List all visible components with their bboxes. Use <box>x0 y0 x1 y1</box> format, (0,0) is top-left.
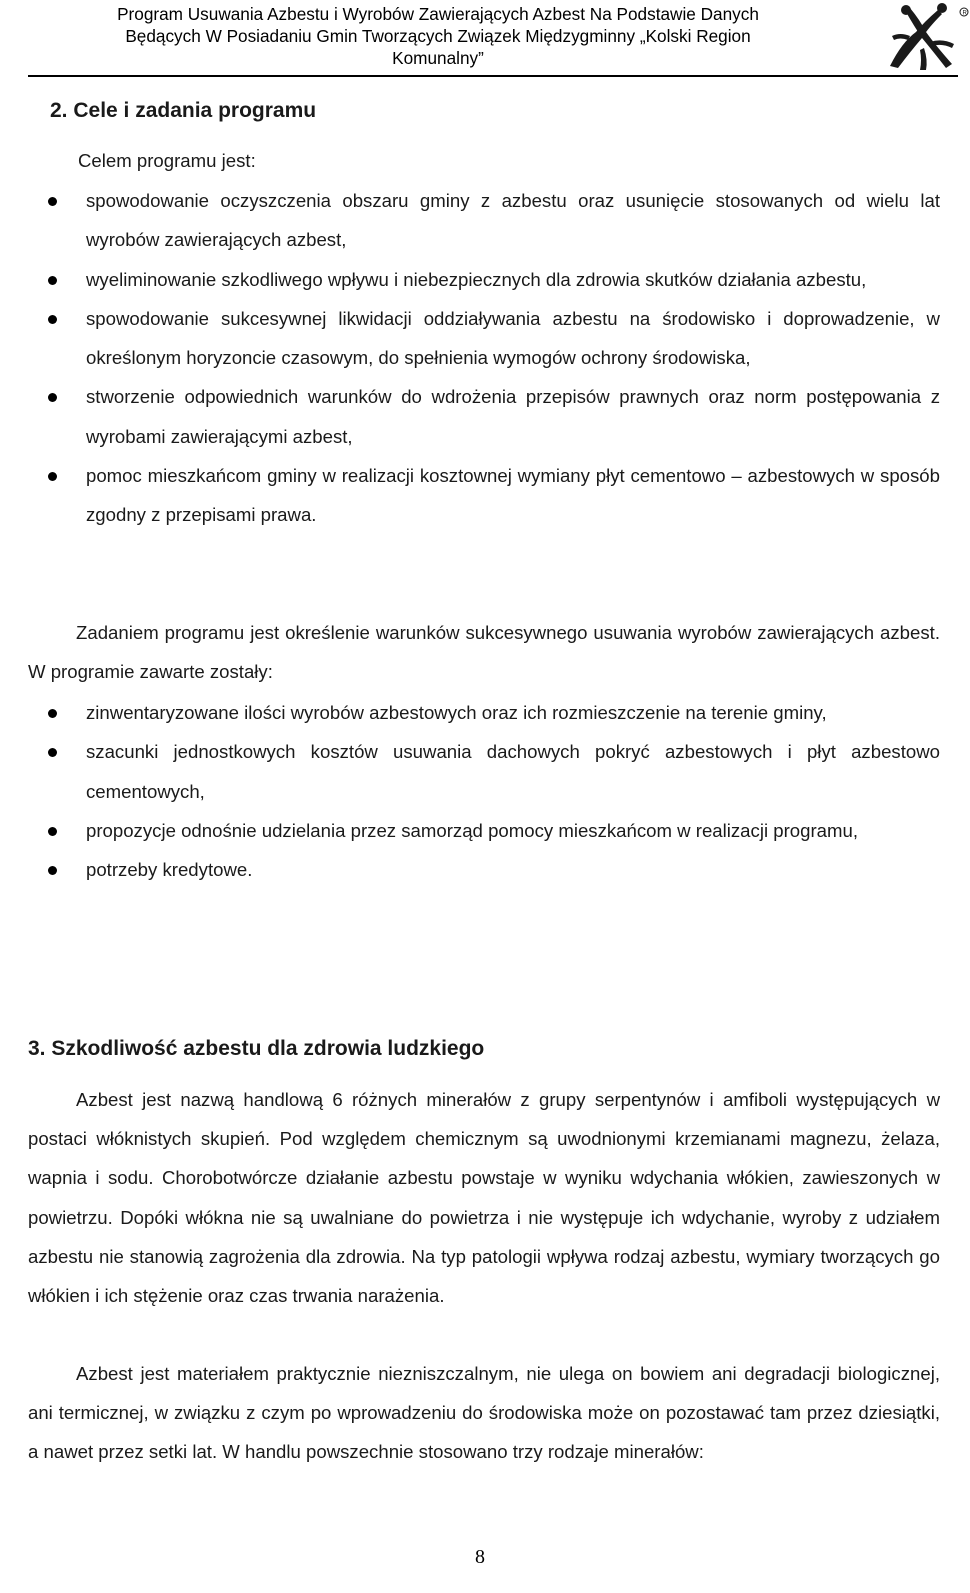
task-paragraph <box>28 613 940 691</box>
goals-intro: Celem programu jest: <box>78 150 256 171</box>
section-3-paragraph-2 <box>28 1354 940 1472</box>
bullet-icon <box>48 709 57 718</box>
list-item <box>0 850 960 889</box>
section-3-heading: 3. Szkodliwość azbestu dla zdrowia ludzkiego <box>28 1037 485 1060</box>
list-item <box>0 693 960 732</box>
bullet-icon <box>48 866 57 875</box>
list-item <box>0 260 960 299</box>
goal-text: spowodowanie sukcesywnej likwidacji oddziaływania azbestu na środowisko i doprowadzenie, w określonym horyzoncie czasowym, do spełnienia wymogów ochrony środowiska, <box>86 307 940 369</box>
goal-text: pomoc mieszkańcom gminy w realizacji kosztownej wymiany płyt cementowo – azbestowych w sposób zgodny z przepisami prawa. <box>86 465 940 526</box>
list-item <box>0 181 960 260</box>
content-text: zinwentaryzowane ilości wyrobów azbestowych oraz ich rozmieszczenie na terenie gminy, <box>86 702 827 723</box>
program-contents-list <box>0 693 960 889</box>
header-line-3: Komunalny” <box>392 48 484 68</box>
content-text: szacunki jednostkowych kosztów usuwania dachowych pokryć azbestowych i płyt azbestowo cementowych, <box>86 741 940 802</box>
page-number: 8 <box>475 1546 485 1568</box>
crossed-figures-logo-icon <box>880 2 970 72</box>
goals-list <box>0 181 960 535</box>
section-2-heading: 2. Cele i zadania programu <box>50 99 317 122</box>
goal-text: wyeliminowanie szkodliwego wpływu i niebezpiecznych dla zdrowia skutków działania azbestu, <box>86 268 867 290</box>
header-title <box>28 3 848 69</box>
header-divider <box>28 75 958 77</box>
bullet-icon <box>48 748 57 757</box>
page-header <box>28 0 967 78</box>
goal-text: spowodowanie oczyszczenia obszaru gminy z azbestu oraz usunięcie stosowanych od wielu lat wyrobów zawierających azbest, <box>86 190 940 251</box>
header-line-2: Będących W Posiadaniu Gmin Tworzących Związek Międzygminny „Kolski Region <box>125 26 751 46</box>
section-3-paragraph-1 <box>28 1080 940 1315</box>
paragraph-2-text: Azbest jest materiałem praktycznie niezniszczalnym, nie ulega on bowiem ani degradacji biologicznej, ani termicznej, w związku z czym po wprowadzeniu do środowiska może on pozostawać tam przez dziesiątki, a nawet przez setki lat. W handlu powszechnie stosowano trzy rodzaje minerałów: <box>28 1363 940 1463</box>
bullet-icon <box>48 276 57 285</box>
content-text: propozycje odnośnie udzielania przez samorząd pomocy mieszkańcom w realizacji programu, <box>86 819 858 841</box>
list-item <box>0 811 960 850</box>
goal-text: stworzenie odpowiednich warunków do wdrożenia przepisów prawnych oraz norm postępowania z wyrobami zawierającymi azbest, <box>86 386 940 447</box>
content-text: potrzeby kredytowe. <box>86 859 253 881</box>
bullet-icon <box>48 197 57 206</box>
bullet-icon <box>48 472 57 481</box>
header-line-1: Program Usuwania Azbestu i Wyrobów Zawierających Azbest Na Podstawie Danych <box>117 4 759 24</box>
list-item <box>0 456 960 535</box>
bullet-icon <box>48 393 57 402</box>
paragraph-1-text: Azbest jest nazwą handlową 6 różnych minerałów z grupy serpentynów i amfiboli występujących w postaci włóknistych skupień. Pod względem chemicznym są uwodnionymi krzemianami magnezu, żelaza, wapnia i sodu. Chorobotwórcze działanie azbestu powstaje w wyniku wdychania włókien, zawieszonych w powietrzu. Dopóki włókna nie są uwalniane do powietrza i nie występuje ich wdychanie, wyroby z udziałem azbestu nie stanowią zagrożenia dla zdrowia. Na typ patologii wpływa rodzaj azbestu, wymiary tworzących go włókien i ich stężenie oraz czas trwania narażenia. <box>28 1089 940 1307</box>
bullet-icon <box>48 315 57 324</box>
task-paragraph-text: Zadaniem programu jest określenie warunków sukcesywnego usuwania wyrobów zawierających azbest. W programie zawarte zostały: <box>28 622 940 683</box>
list-item <box>0 732 960 811</box>
list-item <box>0 299 960 378</box>
list-item <box>0 377 960 456</box>
bullet-icon <box>48 827 57 836</box>
svg-text:R: R <box>962 10 967 17</box>
